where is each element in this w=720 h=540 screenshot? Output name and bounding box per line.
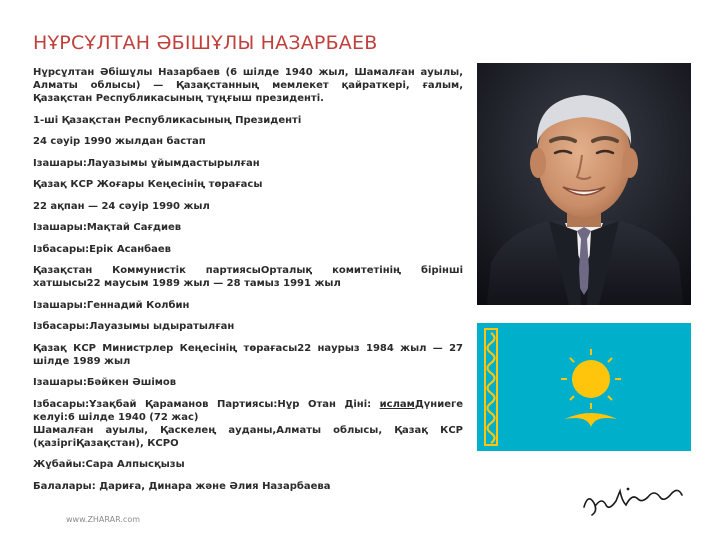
portrait-illustration bbox=[477, 63, 691, 305]
signature-drawing bbox=[578, 483, 698, 523]
flag-illustration bbox=[477, 323, 691, 451]
text-line: Қазақ КСР Жоғары Кеңесінің төрағасы bbox=[33, 179, 263, 190]
biography-text bbox=[33, 66, 463, 501]
party-paragraph bbox=[33, 398, 463, 450]
portrait-photo bbox=[477, 63, 691, 305]
birthplace-text: Шамалған ауылы, Қаскелең ауданы,Алматы облысы, Қазақ КСР (қазіргіҚазақстан), КСРО bbox=[33, 424, 463, 449]
text-line: Ізашары:Лауазымы ұйымдастырылған bbox=[33, 157, 260, 169]
birth-text: Дүниеге келуі:6 шілде 1940 (72 жас) bbox=[33, 398, 463, 423]
page-title: НҰРСҰЛТАН ӘБІШҰЛЫ НАЗАРБАЕВ bbox=[33, 32, 378, 54]
text-line: Қазақстан Коммунистік партиясыОрталық комитетінің бірінші хатшысы22 маусым 1989 жыл — 28 тамыз 1991 жыл bbox=[33, 265, 463, 289]
intro-paragraph: Нұрсұлтан Әбішұлы Назарбаев (6 шілде 1940 жыл, Шамалған ауылы, Алматы облысы) — Қазақстанның мемлекет қайраткері, ғалым, Қазақстан Республикасының тұңғыш президенті. bbox=[33, 67, 463, 104]
text-line: 1-ші Қазақстан Республикасының Президенті bbox=[33, 114, 302, 126]
text-line: Ізбасары:Лауазымы ыдыратылған bbox=[33, 321, 235, 332]
religion-link[interactable]: ислам bbox=[379, 398, 415, 410]
text-line: Ізбасары:Ерік Асанбаев bbox=[33, 243, 171, 255]
text-line: Ізашары:Мақтай Сағдиев bbox=[33, 222, 182, 233]
text-line: Ізашары:Геннадий Колбин bbox=[33, 299, 190, 311]
footer-url: www.ZHARAR.com bbox=[66, 515, 141, 524]
party-text: Ізбасары:Ұзақбай Қараманов Партиясы:Нұр Отан Діні: bbox=[33, 398, 380, 410]
text-line: Балалары: Дариға, Динара және Әлия Назарбаева bbox=[33, 480, 331, 492]
signature bbox=[578, 483, 698, 523]
text-line: Қазақ КСР Министрлер Кеңесінің төрағасы22 наурыз 1984 жыл — 27 шілде 1989 жыл bbox=[33, 342, 463, 367]
text-line: Ізашары:Бәйкен Әшімов bbox=[33, 377, 177, 388]
text-line: 24 сәуір 1990 жылдан бастап bbox=[33, 136, 206, 147]
text-line: Жұбайы:Сара Алпысқызы bbox=[33, 459, 185, 470]
text-line: 22 ақпан — 24 сәуір 1990 жыл bbox=[33, 200, 210, 212]
kazakhstan-flag bbox=[477, 323, 691, 451]
